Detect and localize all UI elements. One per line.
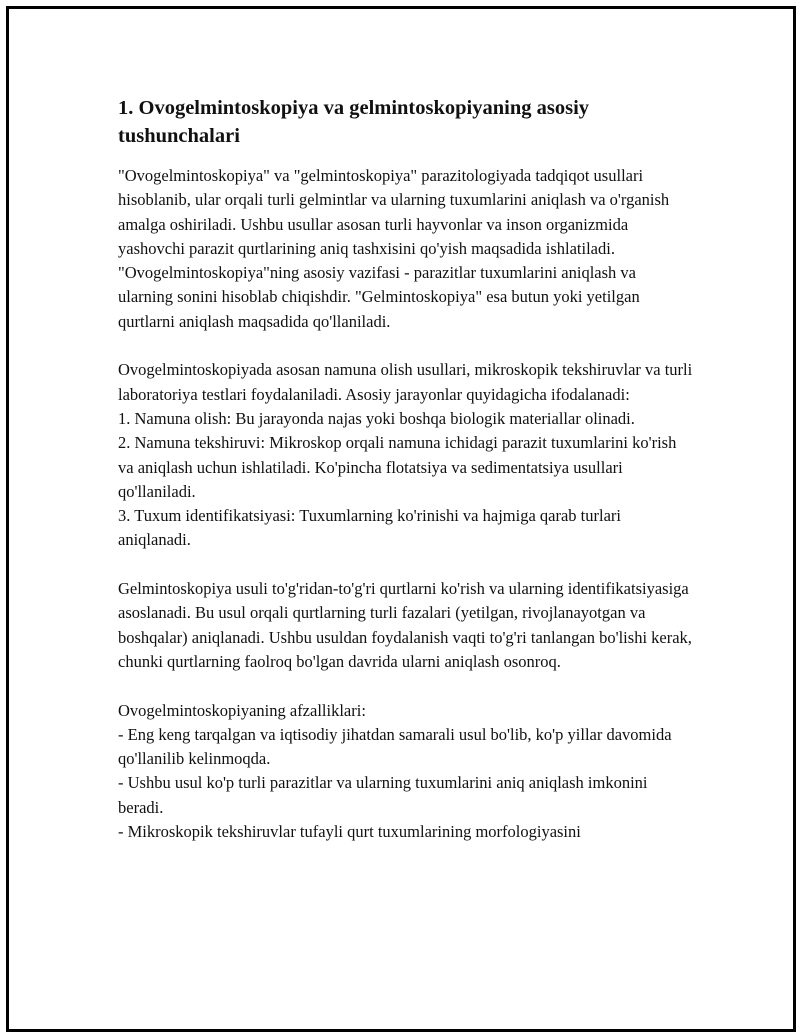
advantages-heading: Ovogelmintoskopiyaning afzalliklari:	[118, 700, 366, 720]
list-item-step-3: 3. Tuxum identifikatsiyasi: Tuxumlarning ko'rinishi va hajmiga qarab turlari aniqlanadi.	[118, 506, 621, 550]
document-body	[118, 94, 693, 844]
list-item-step-2: 2. Namuna tekshiruvi: Mikroskop orqali namuna ichidagi parazit tuxumlarini ko'rish va aniqlash uchun ishlatiladi. Ko'pincha flotatsiya va sedimentatsiya usullari qo'llaniladi.	[118, 433, 677, 501]
list-item-advantage-2: - Ushbu usul ko'p turli parazitlar va ularning tuxumlarini aniq aniqlash imkonini beradi.	[118, 773, 648, 817]
paragraph-methods	[118, 358, 693, 552]
list-item-step-1: 1. Namuna olish: Bu jarayonda najas yoki boshqa biologik materiallar olinadi.	[118, 408, 635, 428]
paragraph-advantages	[118, 699, 693, 845]
paragraph-methods-lead: Ovogelmintoskopiyada asosan namuna olish usullari, mikroskopik tekshiruvlar va turli laboratoriya testlari foydalaniladi. Asosiy jarayonlar quyidagicha ifodalanadi:	[118, 360, 693, 404]
section-heading: 1. Ovogelmintoskopiya va gelmintoskopiyaning asosiy tushunchalari	[118, 97, 590, 147]
list-item-advantage-1: - Eng keng tarqalgan va iqtisodiy jihatdan samarali usul bo'lib, ko'p yillar davomida qo'llanilib kelinmoqda.	[118, 724, 672, 769]
list-item-advantage-3: - Mikroskopik tekshiruvlar tufayli qurt tuxumlarining morfologiyasini	[118, 822, 581, 842]
paragraph-spacer	[118, 553, 693, 577]
paragraph-spacer	[118, 674, 693, 698]
paragraph-intro: "Ovogelmintoskopiya" va "gelmintoskopiya" parazitologiyada tadqiqot usullari hisoblanib, ular orqali turli gelmintlar va ularning tuxumlarini aniqlash va o'rganish amalga oshiriladi. Ushbu usullar asosan turli hayvonlar va inson organizmida yashovchi parazit qurtlarining aniq tashxisini qo'yish maqsadida ishlatiladi. "Ovogelmintoskopiya"ning asosiy vazifasi - parazitlar tuxumlarini aniqlash va ularning sonini hisoblab chiqishdir. "Gelmintoskopiya" esa butun yoki yetilgan qurtlarni aniqlash maqsadida qo'llaniladi.	[118, 166, 670, 331]
paragraph-gelmintoskopiya: Gelmintoskopiya usuli to'g'ridan-to'g'ri qurtlarni ko'rish va ularning identifikatsiyasiga asoslanadi. Bu usul orqali qurtlarning turli fazalari (yetilgan, rivojlanayotgan va boshqalar) aniqlanadi. Ushbu usuldan foydalanish vaqti to'g'ri tanlangan bo'lishi kerak, chunki qurtlarning faolroq bo'lgan davrida ularni aniqlash osonroq.	[118, 579, 692, 671]
paragraph-spacer	[118, 334, 693, 358]
